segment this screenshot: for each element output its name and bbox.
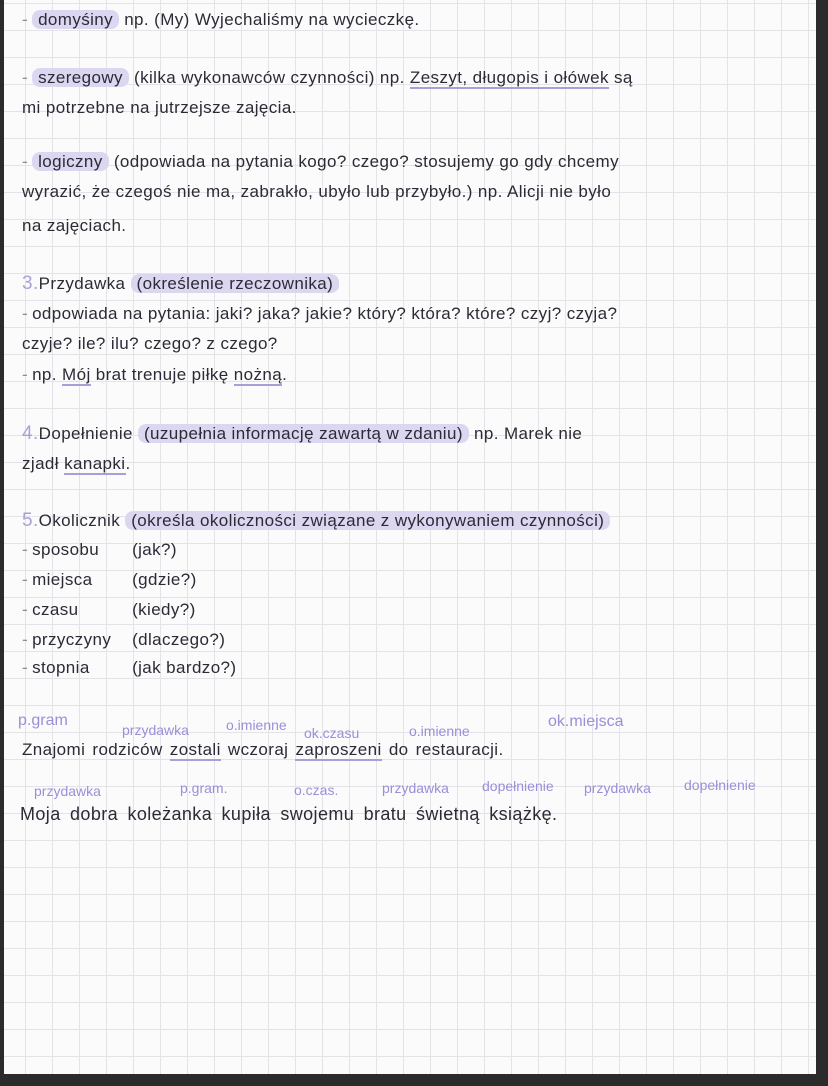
type-name: sposobu (32, 540, 100, 559)
type-question: (jak?) (132, 540, 177, 559)
annotation: dopełnienie (684, 777, 756, 793)
annotation: p.gram. (180, 780, 228, 796)
text: są (614, 68, 633, 87)
okolicznik-type: - przyczyny (dlaczego?) (22, 630, 226, 649)
underlined-word: Mój (62, 365, 91, 384)
annotation: ok.czasu (304, 725, 360, 741)
section-number: 3. (22, 273, 39, 294)
annotation: ok.miejsca (548, 713, 624, 730)
text: np. Marek nie (474, 424, 583, 443)
text: . (282, 365, 288, 384)
heading-dopelnienie (22, 423, 582, 445)
okolicznik-type: - czasu (kiedy?) (22, 600, 196, 619)
line-domyslny: - domyśiny np. (My) Wyjechaliśmy na wycieczkę. (22, 10, 420, 29)
heading-okolicznik (22, 510, 610, 532)
annotation: o.imienne (409, 723, 470, 739)
okolicznik-type: - miejsca (gdzie?) (22, 570, 197, 589)
term-highlight: szeregowy (32, 68, 129, 87)
term-highlight: domyśiny (32, 10, 119, 29)
word: do restauracji. (388, 740, 504, 759)
term-highlight: logiczny (32, 152, 109, 171)
line-example (22, 454, 131, 474)
text: np. (32, 365, 57, 384)
heading: Okolicznik (38, 511, 121, 530)
example-sentence-2: Moja dobra koleżanka kupiła swojemu bratu świetną książkę. (20, 804, 558, 824)
heading: Przydawka (38, 274, 126, 293)
text: na zajęciach. (22, 216, 127, 235)
type-name: przyczyny (32, 630, 112, 649)
type-question: (gdzie?) (132, 570, 197, 589)
annotation: o.imienne (226, 717, 287, 733)
line: - odpowiada na pytania: jaki? jaka? jakie? który? która? które? czyj? czyja? (22, 304, 618, 323)
annotation: przydawka (584, 780, 651, 796)
annotation: p.gram (18, 712, 68, 729)
underlined-word: kanapki (64, 454, 126, 473)
annotation: przydawka (34, 783, 101, 799)
type-question: (jak bardzo?) (132, 658, 237, 677)
annotation: dopełnienie (482, 778, 554, 794)
okolicznik-type: - sposobu (jak?) (22, 540, 177, 559)
type-name: stopnia (32, 658, 90, 677)
underlined-word: zostali (169, 740, 221, 759)
word: wczoraj (227, 740, 289, 759)
word: rodziców (92, 740, 163, 759)
type-question: (dlaczego?) (132, 630, 226, 649)
line-szeregowy: - szeregowy (kilka wykonawców czynności) np. Zeszyt, długopis i ołówek są (22, 68, 633, 87)
type-question: (kiedy?) (132, 600, 196, 619)
type-name: czasu (32, 600, 79, 619)
desc-highlight: (uzupełnia informację zawartą w zdaniu) (138, 424, 469, 443)
text: czyje? ile? ilu? czego? z czego? (22, 334, 278, 353)
text: odpowiada na pytania: jaki? jaka? jakie? który? która? które? czyj? czyja? (32, 304, 618, 323)
annotation: przydawka (382, 780, 449, 796)
annotation: o.czas. (294, 782, 339, 798)
underlined-word: nożną (233, 365, 283, 384)
desc-highlight: (określa okoliczności związane z wykonywaniem czynności) (125, 511, 610, 530)
desc-highlight: (określenie rzeczownika) (131, 274, 340, 293)
line-example: - np. Mój brat trenuje piłkę nożną. (22, 365, 288, 384)
underlined-example: Zeszyt, długopis i ołówek (409, 68, 609, 87)
line-logiczny: - logiczny (odpowiada na pytania kogo? czego? stosujemy go gdy chcemy (22, 152, 619, 171)
example-sentence-1 (22, 740, 504, 760)
text: wyrazić, że czegoś nie ma, zabrakło, ubyło lub przybyło.) np. Alicji nie było (22, 182, 612, 201)
text: (odpowiada na pytania kogo? czego? stosujemy go gdy chcemy (113, 152, 619, 171)
text: zjadł (22, 454, 59, 473)
okolicznik-type: - stopnia (jak bardzo?) (22, 658, 237, 677)
text: brat trenuje piłkę (95, 365, 229, 384)
section-number: 5. (22, 510, 39, 531)
notebook-page (4, 0, 816, 1074)
underlined-word: zaproszeni (295, 740, 382, 759)
heading-przydawka (22, 273, 339, 295)
text: (kilka wykonawców czynności) np. (134, 68, 405, 87)
text: mi potrzebne na jutrzejsze zajęcia. (22, 98, 297, 117)
section-number: 4. (22, 423, 39, 444)
text: np. (My) Wyjechaliśmy na wycieczkę. (124, 10, 420, 29)
type-name: miejsca (32, 570, 93, 589)
text: . (125, 454, 131, 473)
word: Znajomi (22, 740, 86, 759)
annotation: przydawka (122, 722, 189, 738)
heading: Dopełnienie (38, 424, 133, 443)
